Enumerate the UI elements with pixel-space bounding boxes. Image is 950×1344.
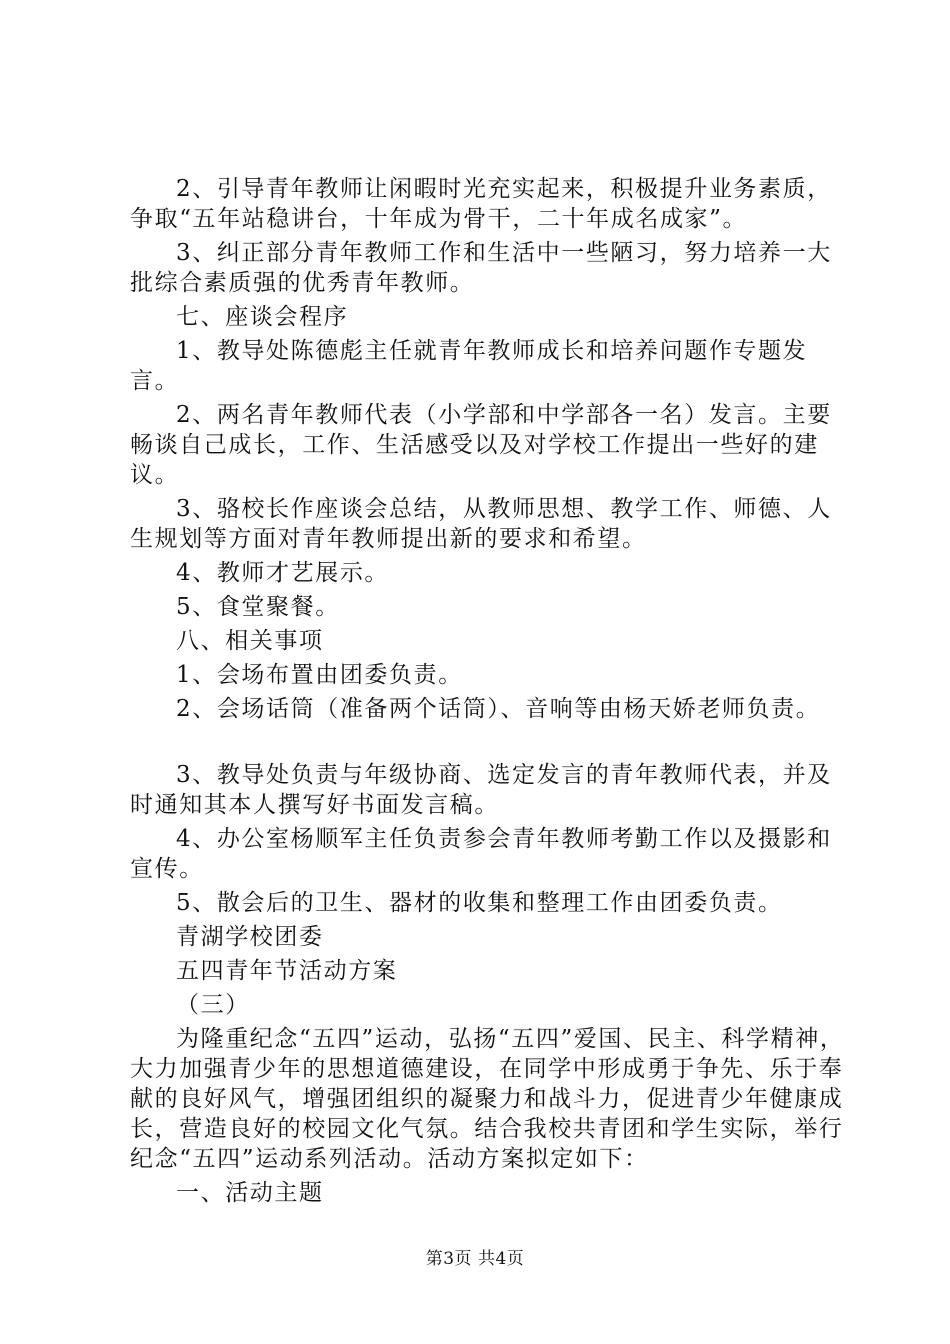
section-heading: 七、座谈会程序: [176, 304, 349, 330]
signature-organization: 青湖学校团委: [176, 924, 324, 950]
paragraph: 1、会场布置由团委负责。: [176, 662, 463, 688]
paragraph: 为隆重纪念“五四”运动，弘扬“五四”爱国、民主、科学精神，大力加强青少年的思想道德建设，在同学中形成勇于争先、乐于奉献的良好风气，增强团组织的凝聚力和战斗力，促进青少年健康成长，营造良好的校园文化气氛。结合我校共青团和学生实际，举行纪念“五四”运动系列活动。活动方案拟定如下：: [130, 1026, 845, 1172]
paragraph: 3、骆校长作座谈会总结，从教师思想、教学工作、师德、人生规划等方面对青年教师提出新的要求和希望。: [130, 496, 832, 552]
paragraph: 5、散会后的卫生、器材的收集和整理工作由团委负责。: [176, 890, 783, 916]
paragraph: 4、教师才艺展示。: [176, 560, 390, 586]
section-heading: 八、相关事项: [176, 628, 324, 654]
document-title: 五四青年节活动方案: [176, 958, 398, 984]
paragraph: 3、教导处负责与年级协商、选定发言的青年教师代表，并及时通知其本人撰写好书面发言稿。: [130, 762, 832, 818]
paragraph: 1、教导处陈德彪主任就青年教师成长和培养问题作专题发言。: [130, 338, 808, 394]
document-body: [130, 174, 850, 1212]
page-number-footer: 第3页 共4页: [425, 1249, 525, 1269]
paragraph: 2、会场话筒（准备两个话筒）、音响等由杨天娇老师负责。: [176, 696, 821, 722]
document-subtitle: （三）: [176, 992, 250, 1018]
paragraph: 2、引导青年教师让闲暇时光充实起来，积极提升业务素质，争取“五年站稳讲台，十年成为骨干，二十年成名成家”。: [130, 176, 832, 232]
paragraph: 2、两名青年教师代表（小学部和中学部各一名）发言。主要畅谈自己成长，工作、生活感受以及对学校工作提出一些好的建议。: [130, 402, 832, 488]
paragraph: 5、食堂聚餐。: [176, 594, 340, 620]
paragraph: 4、办公室杨顺军主任负责参会青年教师考勤工作以及摄影和宣传。: [130, 826, 832, 882]
paragraph: 3、纠正部分青年教师工作和生活中一些陋习，努力培养一大批综合素质强的优秀青年教师。: [130, 240, 832, 296]
section-heading: 一、活动主题: [176, 1180, 324, 1206]
